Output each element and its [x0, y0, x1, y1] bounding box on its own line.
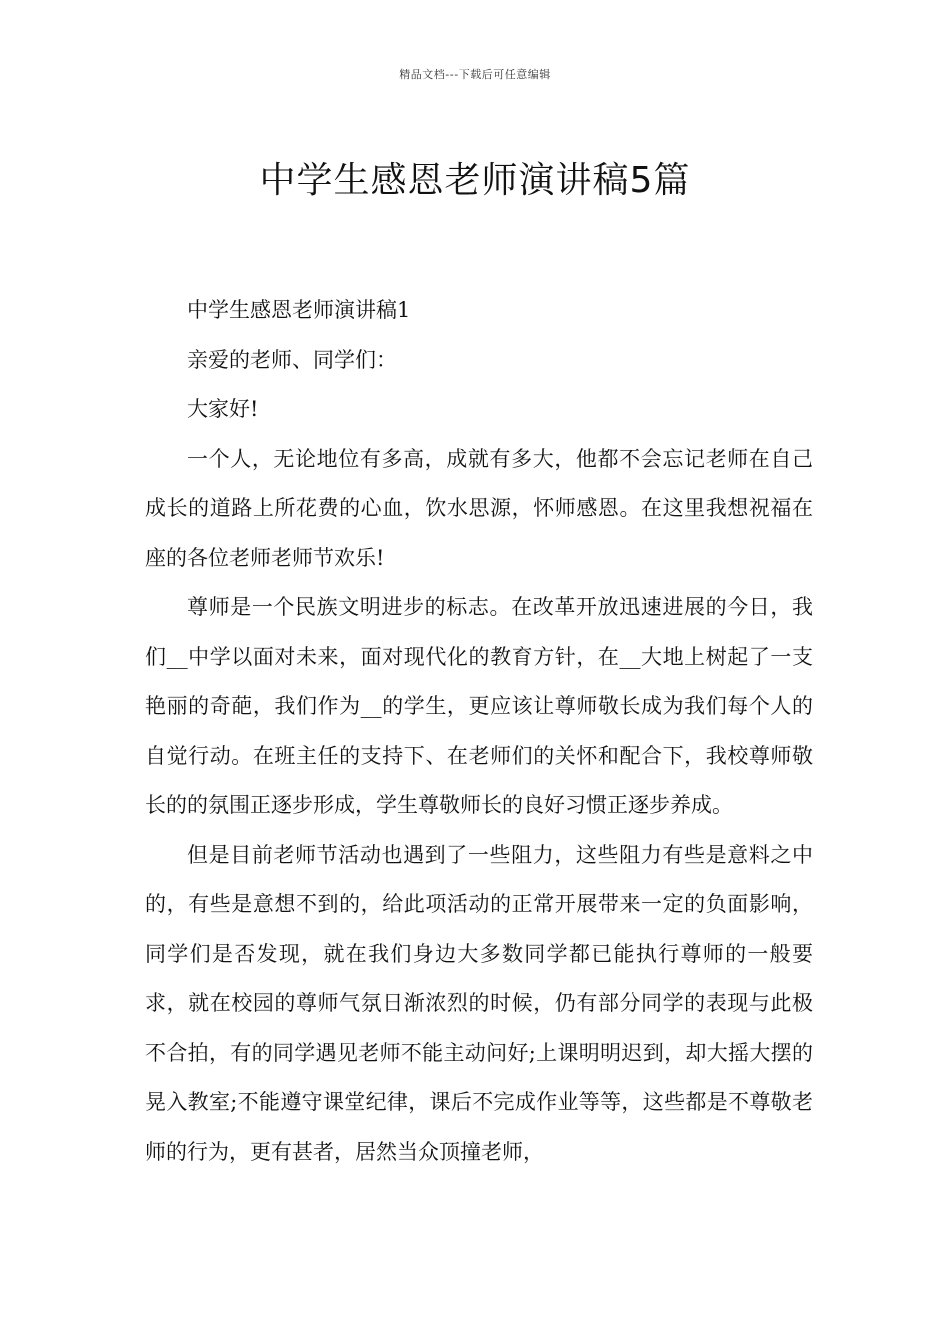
body-paragraph: 一个人，无论地位有多高，成就有多大，他都不会忘记老师在自己成长的道路上所花费的心血，饮水思源，怀师感恩。在这里我想祝福在座的各位老师老师节欢乐!: [145, 446, 813, 570]
body-paragraph: 但是目前老师节活动也遇到了一些阻力，这些阻力有些是意料之中的，有些是意想不到的，给此项活动的正常开展带来一定的负面影响，同学们是否发现，就在我们身边大多数同学都已能执行尊师的一般要求，就在校园的尊师气氛日渐浓烈的时候，仍有部分同学的表现与此极不合拍，有的同学遇见老师不能主动问好;上课明明迟到，却大摇大摆的晃入教室;不能遵守课堂纪律，课后不完成作业等等，这些都是不尊敬老师的行为，更有甚者，居然当众顶撞老师，: [145, 842, 813, 1164]
header-note: 精品文档---下载后可任意编辑: [399, 68, 551, 81]
greeting: 大家好!: [187, 397, 259, 421]
document-body: [145, 286, 813, 1177]
salutation: 亲爱的老师、同学们：: [187, 347, 397, 372]
document-title: 中学生感恩老师演讲稿5篇: [259, 160, 691, 202]
body-paragraph: 尊师是一个民族文明进步的标志。在改革开放迅速进展的今日，我们__中学以面对未来，面对现代化的教育方针，在__大地上树起了一支艳丽的奇葩，我们作为__的学生，更应该让尊师敬长成为我们每个人的自觉行动。在班主任的支持下、在老师们的关怀和配合下，我校尊师敬长的的氛围正逐步形成，学生尊敬师长的良好习惯正逐步养成。: [145, 595, 813, 817]
section-heading: 中学生感恩老师演讲稿1: [187, 298, 411, 322]
